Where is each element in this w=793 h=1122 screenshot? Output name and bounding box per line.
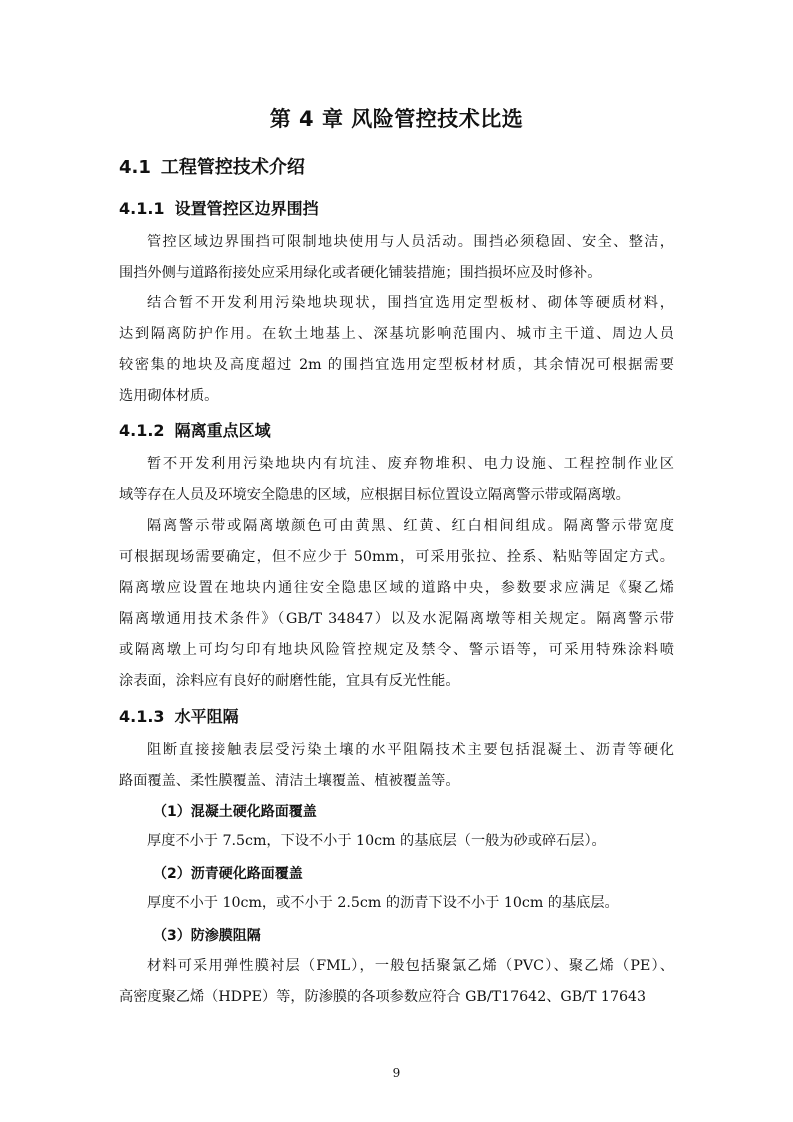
item-heading: （2）沥青硬化路面覆盖 (153, 866, 303, 882)
subsection-title: 隔离重点区域 (174, 421, 271, 440)
paragraph (119, 449, 674, 511)
section-heading (119, 153, 305, 179)
section-number: 4.1 (119, 157, 151, 178)
paragraph-line: 结合暂不开发利用污染地块现状，围挡宜选用定型板材、砌体等硬质材料， (147, 295, 674, 311)
paragraph-line: 材料可采用弹性膜衬层（FML），一般包括聚氯乙烯（PVC）、聚乙烯（PE）、 (147, 958, 674, 974)
subsection-heading (119, 418, 271, 441)
paragraph-line: 高密度聚乙烯（HDPE）等，防渗膜的各项参数应符合 GB/T17642、GB/T 17643 (119, 989, 647, 1005)
paragraph-line: 或隔离墩上可均匀印有地块风险管控规定及禁令、警示语等，可采用特殊涂料喷 (119, 642, 674, 658)
paragraph-line: 阻断直接接触表层受污染土壤的水平阻隔技术主要包括混凝土、沥青等硬化 (147, 742, 674, 758)
subsection-title: 设置管控区边界围挡 (174, 199, 319, 218)
paragraph (119, 826, 674, 857)
paragraph-line: 涂表面，涂料应有良好的耐磨性能，宜具有反光性能。 (119, 673, 460, 689)
paragraph-line: 围挡外侧与道路衔接处应采用绿化或者硬化铺装措施；围挡损坏应及时修补。 (119, 265, 602, 281)
paragraph-line: 可根据现场需要确定，但不应少于 50mm，可采用张拉、拴系、粘贴等固定方式。 (119, 549, 674, 565)
paragraph (119, 735, 674, 797)
paragraph (119, 888, 674, 919)
paragraph-line: 厚度不小于 10cm，或不小于 2.5cm 的沥青下设不小于 10cm 的基底层。 (147, 895, 619, 911)
paragraph-line: 较密集的地块及高度超过 2m 的围挡宜选用定型板材材质，其余情况可根据需要 (119, 357, 674, 373)
subsection-heading (119, 704, 239, 727)
subsection-heading (119, 196, 319, 219)
paragraph-line: 暂不开发利用污染地块内有坑洼、废弃物堆积、电力设施、工程控制作业区 (147, 456, 674, 472)
paragraph-line: 隔离墩应设置在地块内通往安全隐患区域的道路中央，参数要求应满足《聚乙烯 (119, 580, 674, 596)
subsection-number: 4.1.1 (119, 199, 165, 218)
paragraph (119, 951, 674, 1013)
paragraph-line: 隔离警示带或隔离墩颜色可由黄黑、红黄、红白相间组成。隔离警示带宽度 (147, 518, 674, 534)
paragraph-line: 达到隔离防护作用。在软土地基上、深基坑影响范围内、城市主干道、周边人员 (119, 326, 674, 342)
paragraph-line: 厚度不小于 7.5cm，下设不小于 10cm 的基底层（一般为砂或碎石层）。 (147, 833, 606, 849)
subsection-number: 4.1.3 (119, 707, 165, 726)
paragraph-line: 管控区域边界围挡可限制地块使用与人员活动。围挡必须稳固、安全、整洁， (147, 234, 674, 250)
subsection-number: 4.1.2 (119, 421, 165, 440)
paragraph (119, 288, 674, 412)
item-heading: （1）混凝土硬化路面覆盖 (153, 804, 317, 820)
paragraph (119, 227, 674, 289)
paragraph-line: 隔离墩通用技术条件》（GB/T 34847）以及水泥隔离墩等相关规定。隔离警示带 (119, 611, 674, 627)
paragraph-line: 域等存在人员及环境安全隐患的区域，应根据目标位置设立隔离警示带或隔离墩。 (119, 487, 630, 503)
chapter-title: 第 4 章 风险管控技术比选 (269, 107, 524, 131)
paragraph (119, 511, 674, 697)
paragraph-line: 选用砌体材质。 (119, 388, 219, 404)
item-heading: （3）防渗膜阻隔 (153, 928, 261, 944)
section-title: 工程管控技术介绍 (160, 157, 305, 178)
page-number: 9 (392, 1066, 401, 1080)
subsection-title: 水平阻隔 (174, 707, 239, 726)
paragraph-line: 路面覆盖、柔性膜覆盖、清洁土壤覆盖、植被覆盖等。 (119, 773, 460, 789)
